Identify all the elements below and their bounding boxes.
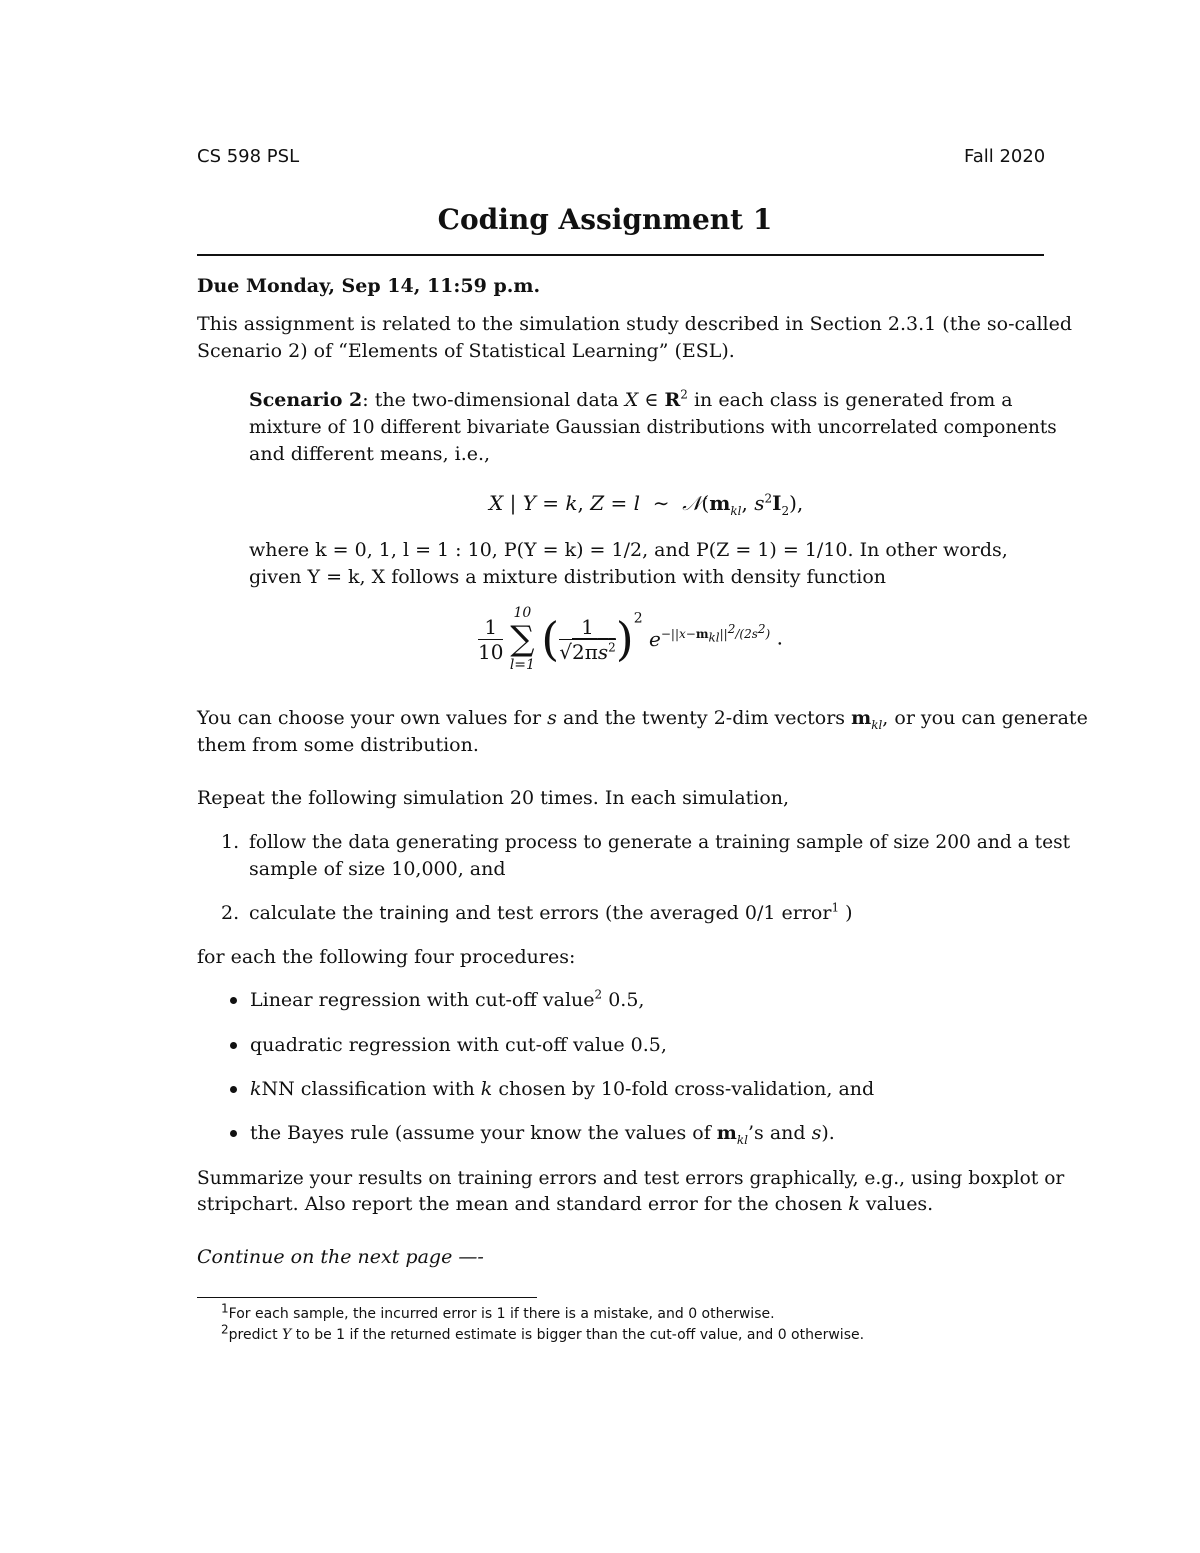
scenario-line-1: Scenario 2: the two-dimensional data X ∈ $R^2$ in each class is generated from a bbox=[249, 387, 1013, 411]
summary-line-1: Summarize your results on training errors and test errors graphically, e.g., using boxplot or bbox=[197, 1168, 1065, 1189]
given-line: given Y = k, X follows a mixture distribution with density function bbox=[249, 566, 887, 588]
scenario-label: Scenario 2 bbox=[249, 389, 363, 411]
for-each-line: for each the following four procedures: bbox=[197, 946, 576, 968]
bullet-2 bbox=[230, 1042, 237, 1049]
procedure-knn: kNN classification with k chosen by 10-fold cross-validation, and bbox=[250, 1078, 875, 1100]
bullet-1 bbox=[230, 997, 237, 1004]
step-1-line-2: sample of size 10,000, and bbox=[249, 858, 506, 880]
step-2-number: 2. bbox=[221, 902, 240, 924]
equation-conditional-distribution: X | Y = k, Z = l ∼ $𝒩(m_{kl}$, $s^2I_2$), bbox=[489, 491, 804, 518]
footnote-rule bbox=[197, 1297, 537, 1298]
step-2-line: calculate the training and test errors (the averaged 0/1 error$^1$ ) bbox=[249, 900, 853, 924]
course-code: CS 598 PSL bbox=[197, 146, 300, 167]
due-date: Due Monday, Sep 14, 11:59 p.m. bbox=[197, 275, 541, 297]
term-label: Fall 2020 bbox=[964, 146, 1046, 167]
footnote-2: $^2$predict Y to be 1 if the returned estimate is bigger than the cut-off value, and 0 otherwise. bbox=[221, 1322, 865, 1343]
bullet-3 bbox=[230, 1086, 237, 1093]
summary-line-2: stripchart. Also report the mean and standard error for the chosen k values. bbox=[197, 1193, 934, 1215]
intro-line-1: This assignment is related to the simulation study described in Section 2.3.1 (the so-called bbox=[197, 313, 1073, 335]
where-line: where k = 0, 1, l = 1 : 10, P(Y = k) = 1/2, and P(Z = 1) = 1/10. In other words, bbox=[249, 539, 1008, 561]
footnote-1: $^1$For each sample, the incurred error is 1 if there is a mistake, and 0 otherwise. bbox=[221, 1301, 775, 1322]
procedure-quadratic: quadratic regression with cut-off value 0.5, bbox=[250, 1034, 667, 1056]
page-title: Coding Assignment 1 bbox=[437, 203, 773, 236]
step-1-line-1: follow the data generating process to generate a training sample of size 200 and a test bbox=[249, 832, 1071, 853]
choose-line-2: them from some distribution. bbox=[197, 734, 479, 756]
scenario-line-2: mixture of 10 different bivariate Gaussian distributions with uncorrelated components bbox=[249, 417, 1057, 438]
continue-note: Continue on the next page —- bbox=[197, 1246, 484, 1268]
step-1-number: 1. bbox=[221, 831, 240, 853]
equation-mixture-density: $\frac{1}{10}$ 10 ∑ l=1 ( $\frac{1}{√2\pi s^2}$ )$^2$ $e^{-||x-m_{kl}||^2/(2s^2)}$ . bbox=[478, 605, 783, 673]
intro-line-2: Scenario 2) of “Elements of Statistical Learning” (ESL). bbox=[197, 340, 735, 362]
procedure-bayes: the Bayes rule (assume your know the values of $m_{kl}’s$ and s). bbox=[250, 1122, 835, 1147]
title-rule bbox=[197, 254, 1044, 256]
choose-line-1: You can choose your own values for s and the twenty 2-dim vectors $m_{kl}$, or you can generate bbox=[197, 707, 1088, 732]
repeat-line: Repeat the following simulation 20 times. In each simulation, bbox=[197, 787, 790, 809]
procedure-linear: Linear regression with cut-off value$^2$ 0.5, bbox=[250, 987, 645, 1011]
math-x-in-r2: X bbox=[624, 389, 639, 411]
bullet-4 bbox=[230, 1130, 237, 1137]
scenario-line-3: and different means, i.e., bbox=[249, 443, 491, 465]
